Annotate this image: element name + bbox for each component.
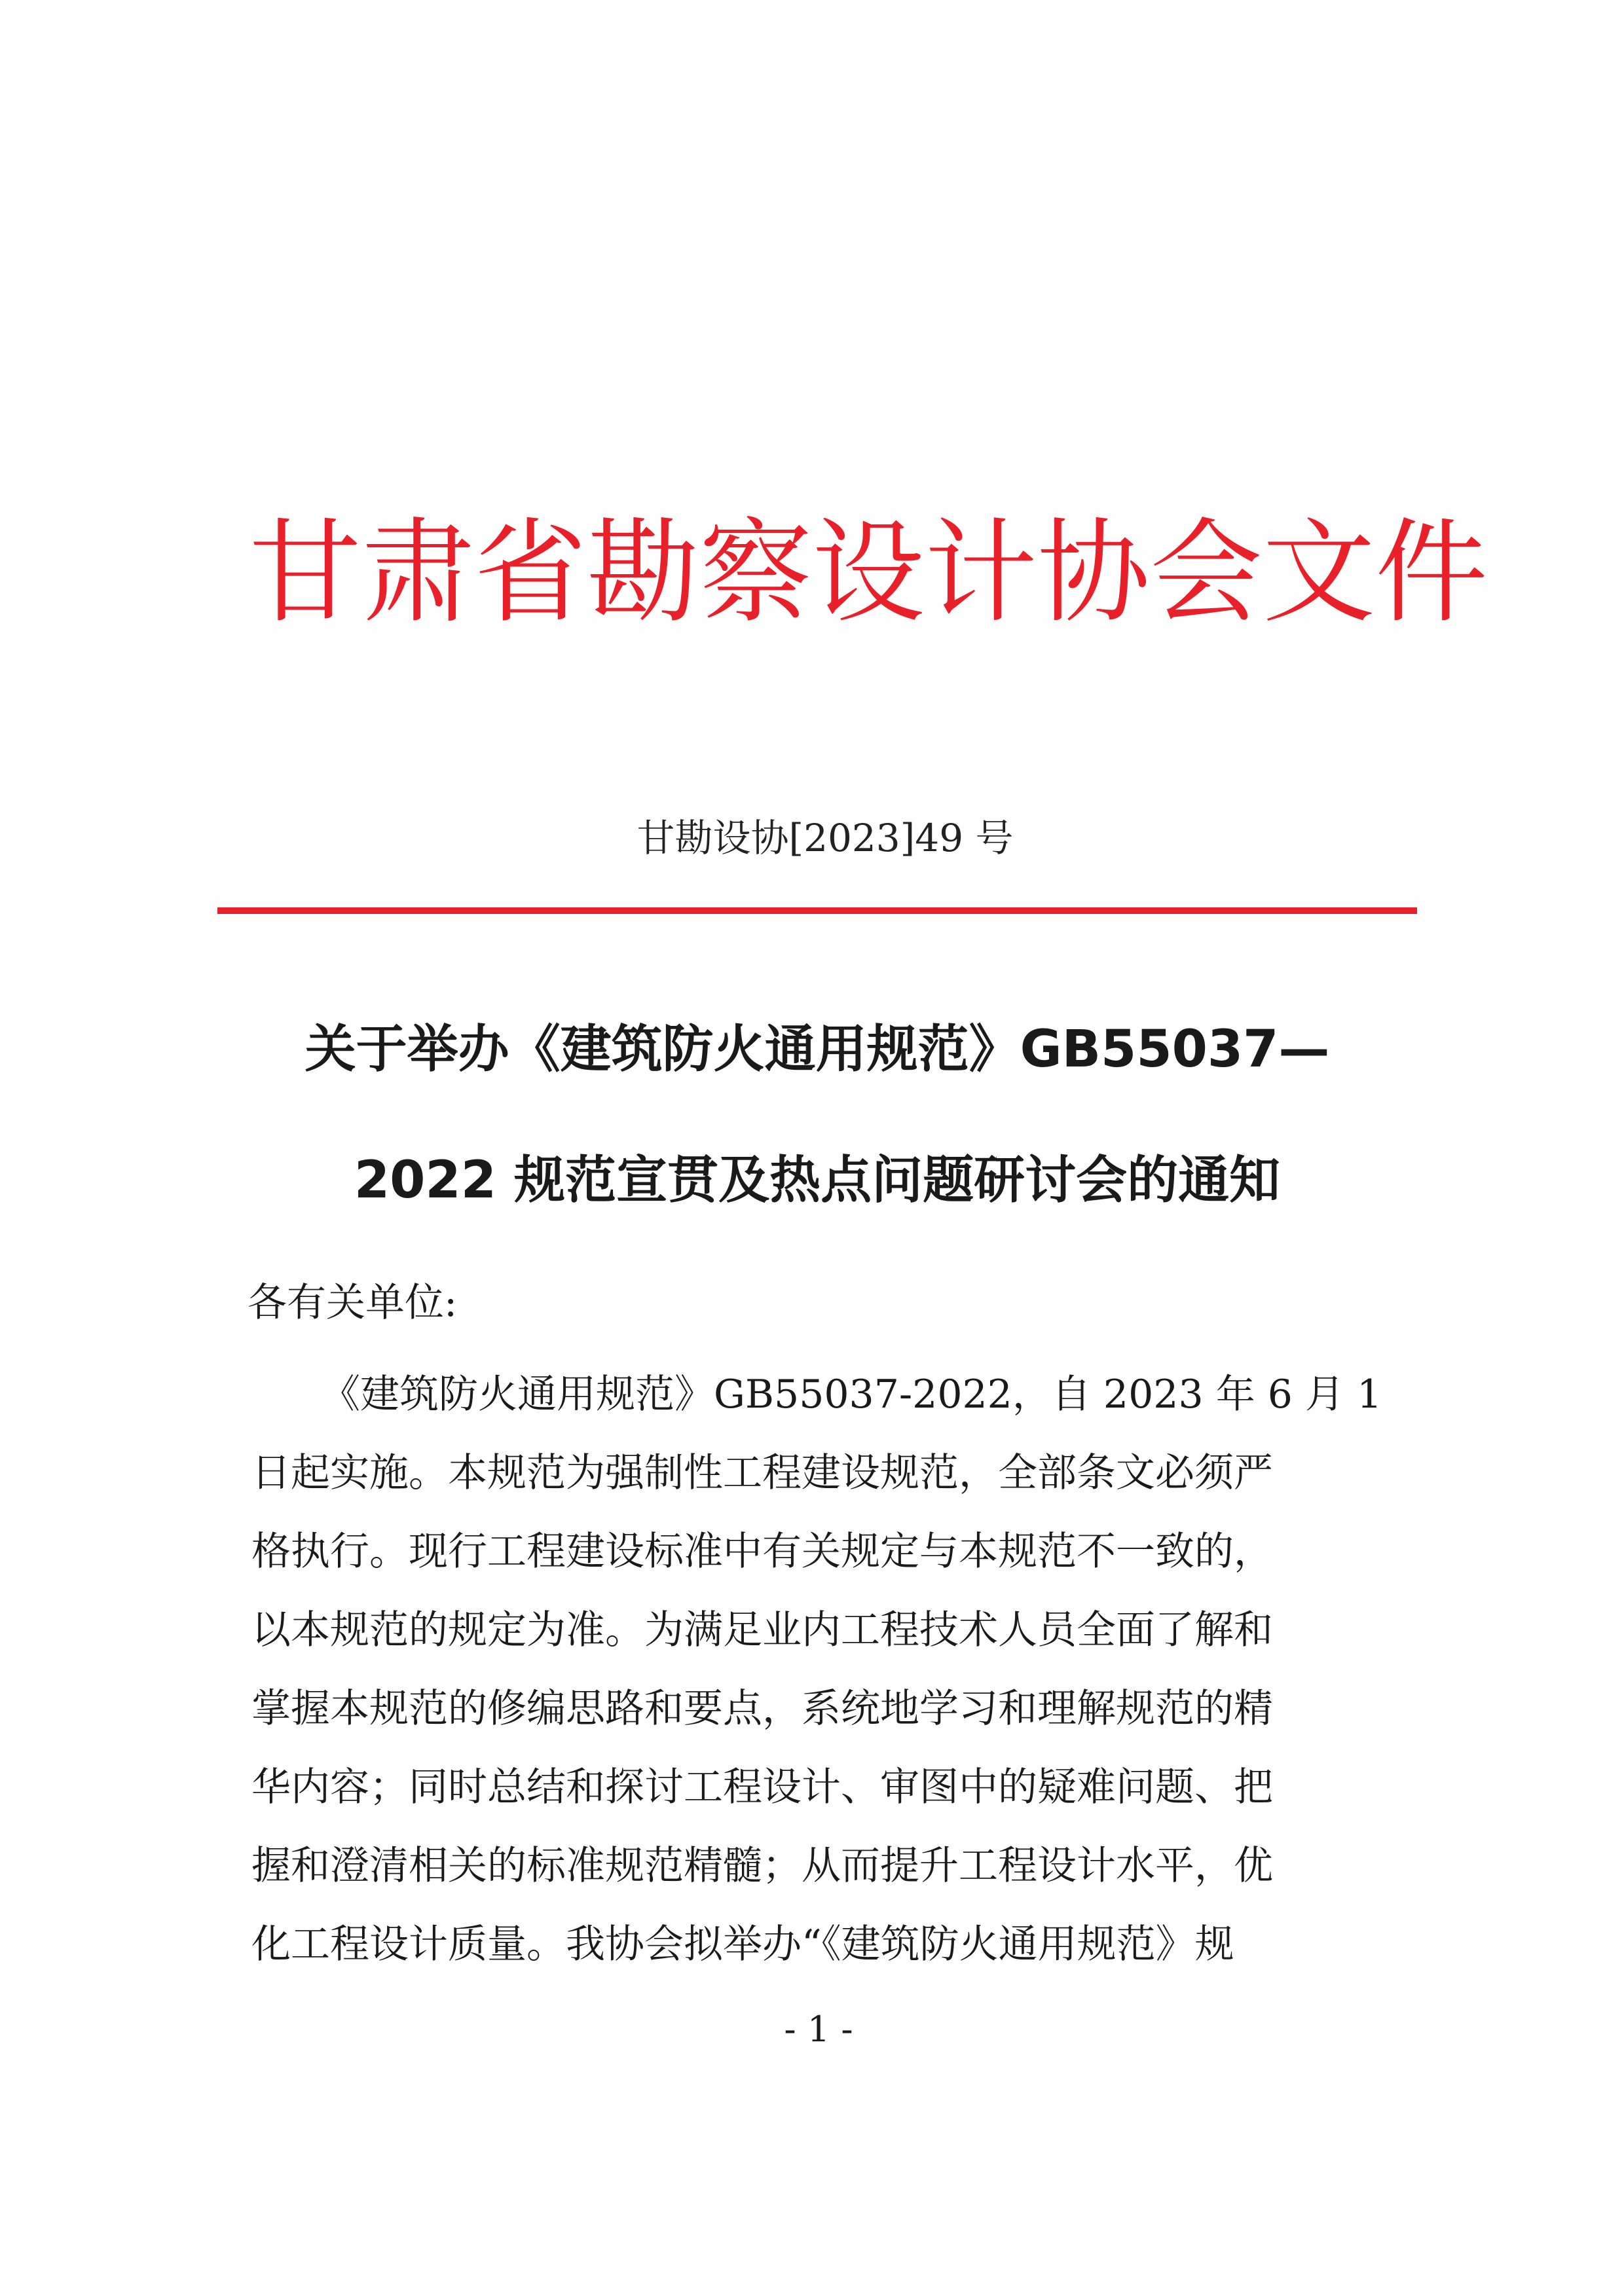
body-line: 握和澄清相关的标准规范精髓；从而提升工程设计水平，优	[251, 1843, 1273, 1889]
salutation: 各有关单位:	[248, 1280, 458, 1326]
body-line: 《建筑防火通用规范》GB55037-2022，自 2023 年 6 月 1	[321, 1372, 1382, 1417]
body-line: 格执行。现行工程建设标准中有关规定与本规范不一致的，	[251, 1529, 1273, 1575]
document-number: 甘勘设协[2023]49 号	[637, 816, 1014, 860]
body-line: 日起实施。本规范为强制性工程建设规范，全部条文必须严	[251, 1450, 1273, 1496]
red-divider-line	[217, 907, 1417, 914]
notice-title-line-1: 关于举办《建筑防火通用规范》GB55037—	[304, 1020, 1330, 1079]
page-number: - 1 -	[784, 2009, 853, 2050]
notice-title-line-2: 2022 规范宣贯及热点问题研讨会的通知	[354, 1151, 1281, 1210]
body-line: 掌握本规范的修编思路和要点，系统地学习和理解规范的精	[251, 1686, 1273, 1732]
body-line: 华内容；同时总结和探讨工程设计、审图中的疑难问题、把	[251, 1764, 1273, 1810]
org-document-header: 甘肃省勘察设计协会文件	[249, 507, 1488, 638]
body-line: 以本规范的规定为准。为满足业内工程技术人员全面了解和	[251, 1607, 1273, 1653]
body-line: 化工程设计质量。我协会拟举办“《建筑防火通用规范》规	[251, 1922, 1234, 1967]
